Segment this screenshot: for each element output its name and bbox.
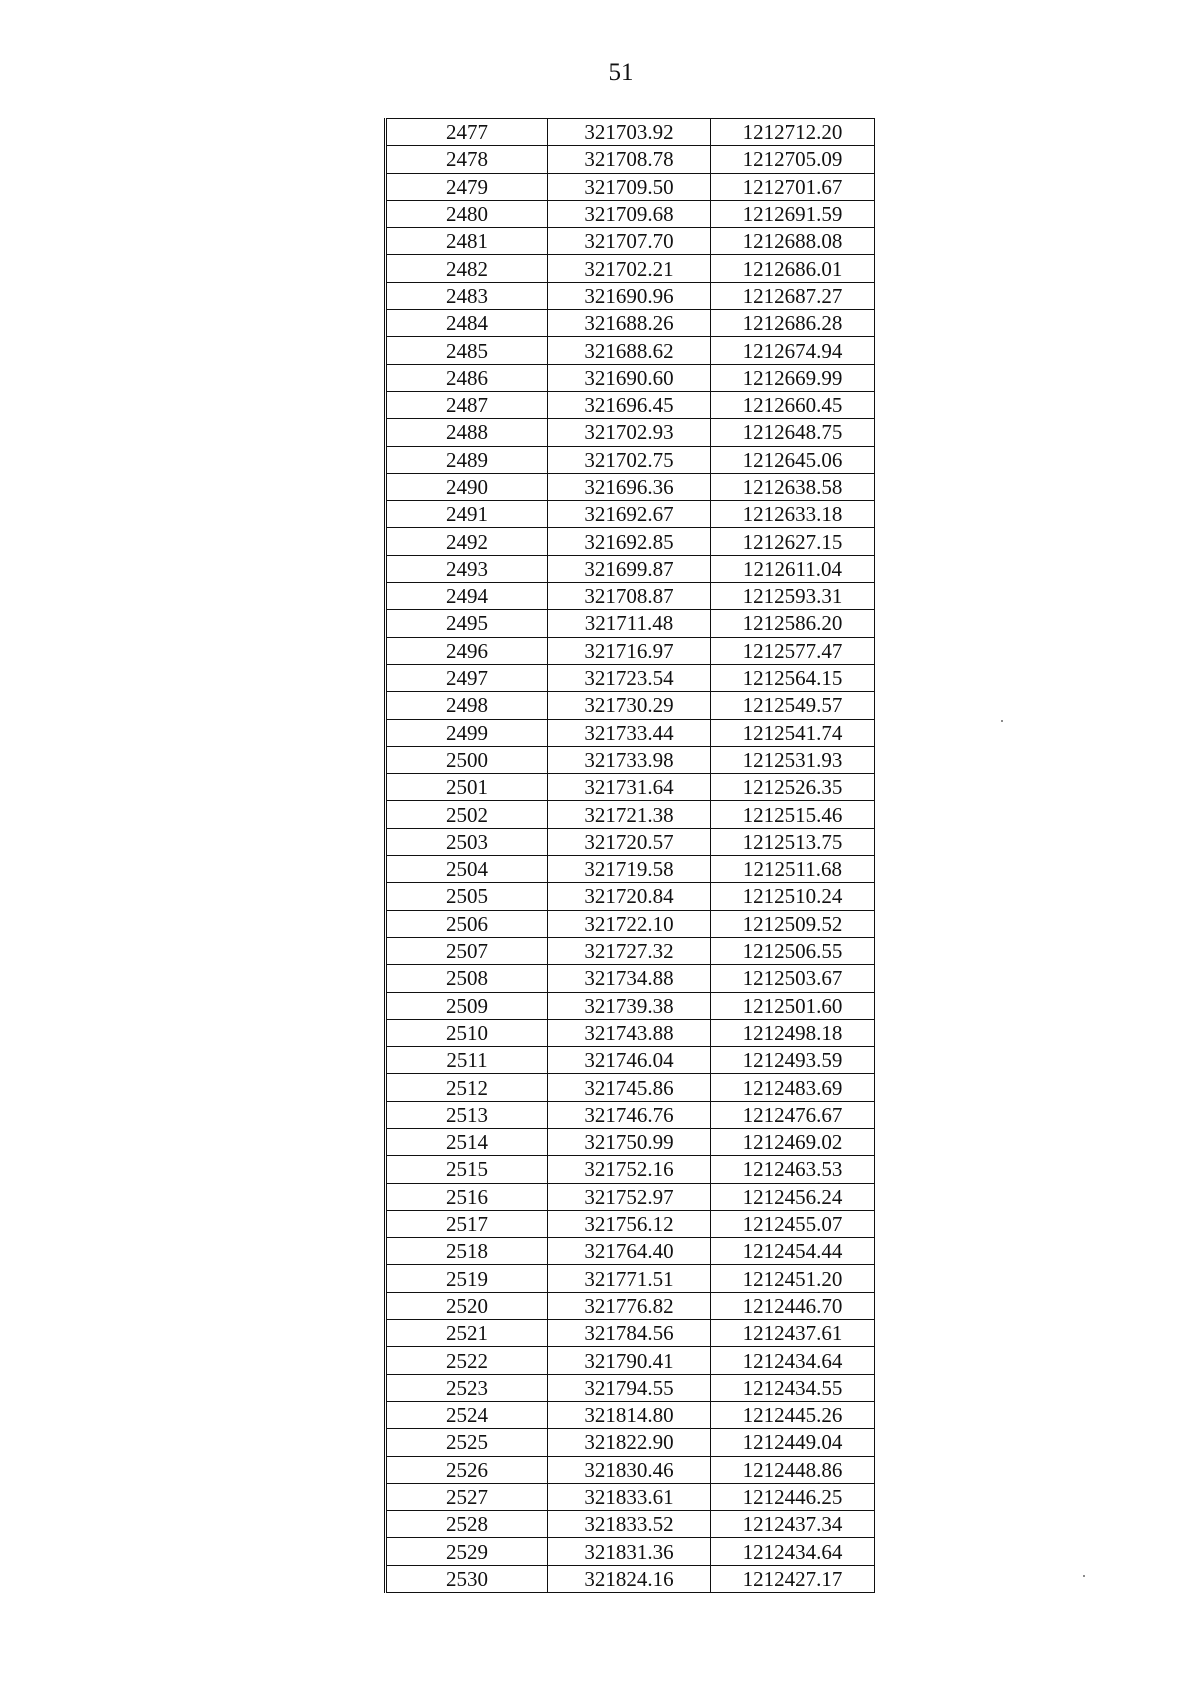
x-coordinate-cell: 321720.84 — [548, 883, 711, 910]
table-row — [386, 282, 875, 309]
table-row — [386, 173, 875, 200]
x-coordinate-cell: 321790.41 — [548, 1347, 711, 1374]
x-coordinate-cell: 321692.67 — [548, 501, 711, 528]
point-number-cell: 2507 — [386, 937, 548, 964]
x-coordinate-cell: 321702.75 — [548, 446, 711, 473]
x-coordinate-cell: 321831.36 — [548, 1538, 711, 1565]
x-coordinate-cell: 321764.40 — [548, 1238, 711, 1265]
table-row — [386, 337, 875, 364]
table-row — [386, 992, 875, 1019]
x-coordinate-cell: 321711.48 — [548, 610, 711, 637]
y-coordinate-cell: 1212669.99 — [711, 364, 875, 391]
point-number-cell: 2493 — [386, 555, 548, 582]
y-coordinate-cell: 1212627.15 — [711, 528, 875, 555]
x-coordinate-cell: 321703.92 — [548, 119, 711, 146]
point-number-cell: 2505 — [386, 883, 548, 910]
page-number: 51 — [608, 59, 634, 86]
x-coordinate-cell: 321708.87 — [548, 583, 711, 610]
y-coordinate-cell: 1212712.20 — [711, 119, 875, 146]
table-row — [386, 774, 875, 801]
y-coordinate-cell: 1212456.24 — [711, 1183, 875, 1210]
x-coordinate-cell: 321720.57 — [548, 828, 711, 855]
y-coordinate-cell: 1212541.74 — [711, 719, 875, 746]
x-coordinate-cell: 321750.99 — [548, 1128, 711, 1155]
table-row — [386, 937, 875, 964]
y-coordinate-cell: 1212449.04 — [711, 1429, 875, 1456]
point-number-cell: 2490 — [386, 473, 548, 500]
table-row — [386, 1538, 875, 1565]
point-number-cell: 2481 — [386, 228, 548, 255]
x-coordinate-cell: 321702.93 — [548, 419, 711, 446]
y-coordinate-cell: 1212515.46 — [711, 801, 875, 828]
x-coordinate-cell: 321731.64 — [548, 774, 711, 801]
y-coordinate-cell: 1212577.47 — [711, 637, 875, 664]
x-coordinate-cell: 321771.51 — [548, 1265, 711, 1292]
table-row — [386, 856, 875, 883]
table-row — [386, 1074, 875, 1101]
table-row — [386, 1565, 875, 1592]
y-coordinate-cell: 1212451.20 — [711, 1265, 875, 1292]
x-coordinate-cell: 321696.36 — [548, 473, 711, 500]
point-number-cell: 2513 — [386, 1101, 548, 1128]
y-coordinate-cell: 1212564.15 — [711, 664, 875, 691]
y-coordinate-cell: 1212686.28 — [711, 310, 875, 337]
x-coordinate-cell: 321746.76 — [548, 1101, 711, 1128]
x-coordinate-cell: 321688.62 — [548, 337, 711, 364]
table-row — [386, 719, 875, 746]
y-coordinate-cell: 1212454.44 — [711, 1238, 875, 1265]
point-number-cell: 2514 — [386, 1128, 548, 1155]
y-coordinate-cell: 1212701.67 — [711, 173, 875, 200]
y-coordinate-cell: 1212688.08 — [711, 228, 875, 255]
y-coordinate-cell: 1212437.61 — [711, 1320, 875, 1347]
y-coordinate-cell: 1212427.17 — [711, 1565, 875, 1592]
x-coordinate-cell: 321833.52 — [548, 1511, 711, 1538]
x-coordinate-cell: 321733.44 — [548, 719, 711, 746]
x-coordinate-cell: 321707.70 — [548, 228, 711, 255]
y-coordinate-cell: 1212448.86 — [711, 1456, 875, 1483]
table-row — [386, 473, 875, 500]
table-row — [386, 1019, 875, 1046]
x-coordinate-cell: 321723.54 — [548, 664, 711, 691]
point-number-cell: 2496 — [386, 637, 548, 664]
x-coordinate-cell: 321730.29 — [548, 692, 711, 719]
point-number-cell: 2525 — [386, 1429, 548, 1456]
y-coordinate-cell: 1212434.64 — [711, 1538, 875, 1565]
point-number-cell: 2504 — [386, 856, 548, 883]
coordinates-table — [384, 118, 875, 1593]
x-coordinate-cell: 321745.86 — [548, 1074, 711, 1101]
y-coordinate-cell: 1212455.07 — [711, 1210, 875, 1237]
x-coordinate-cell: 321708.78 — [548, 146, 711, 173]
y-coordinate-cell: 1212531.93 — [711, 746, 875, 773]
y-coordinate-cell: 1212645.06 — [711, 446, 875, 473]
table-row — [386, 419, 875, 446]
y-coordinate-cell: 1212483.69 — [711, 1074, 875, 1101]
y-coordinate-cell: 1212705.09 — [711, 146, 875, 173]
table-row — [386, 610, 875, 637]
x-coordinate-cell: 321719.58 — [548, 856, 711, 883]
scan-speck — [1001, 720, 1003, 722]
point-number-cell: 2488 — [386, 419, 548, 446]
y-coordinate-cell: 1212506.55 — [711, 937, 875, 964]
x-coordinate-cell: 321721.38 — [548, 801, 711, 828]
point-number-cell: 2526 — [386, 1456, 548, 1483]
table-row — [386, 965, 875, 992]
point-number-cell: 2520 — [386, 1292, 548, 1319]
x-coordinate-cell: 321814.80 — [548, 1401, 711, 1428]
point-number-cell: 2484 — [386, 310, 548, 337]
y-coordinate-cell: 1212586.20 — [711, 610, 875, 637]
point-number-cell: 2491 — [386, 501, 548, 528]
point-number-cell: 2515 — [386, 1156, 548, 1183]
x-coordinate-cell: 321702.21 — [548, 255, 711, 282]
point-number-cell: 2483 — [386, 282, 548, 309]
point-number-cell: 2527 — [386, 1483, 548, 1510]
point-number-cell: 2503 — [386, 828, 548, 855]
table-row — [386, 255, 875, 282]
table-row — [386, 1265, 875, 1292]
y-coordinate-cell: 1212445.26 — [711, 1401, 875, 1428]
point-number-cell: 2530 — [386, 1565, 548, 1592]
point-number-cell: 2489 — [386, 446, 548, 473]
x-coordinate-cell: 321746.04 — [548, 1047, 711, 1074]
table-row — [386, 1183, 875, 1210]
x-coordinate-cell: 321727.32 — [548, 937, 711, 964]
x-coordinate-cell: 321822.90 — [548, 1429, 711, 1456]
point-number-cell: 2495 — [386, 610, 548, 637]
point-number-cell: 2477 — [386, 119, 548, 146]
y-coordinate-cell: 1212633.18 — [711, 501, 875, 528]
y-coordinate-cell: 1212674.94 — [711, 337, 875, 364]
table-row — [386, 310, 875, 337]
point-number-cell: 2521 — [386, 1320, 548, 1347]
x-coordinate-cell: 321722.10 — [548, 910, 711, 937]
point-number-cell: 2528 — [386, 1511, 548, 1538]
table-row — [386, 1374, 875, 1401]
point-number-cell: 2522 — [386, 1347, 548, 1374]
table-row — [386, 1347, 875, 1374]
point-number-cell: 2516 — [386, 1183, 548, 1210]
y-coordinate-cell: 1212511.68 — [711, 856, 875, 883]
x-coordinate-cell: 321743.88 — [548, 1019, 711, 1046]
table-row — [386, 1238, 875, 1265]
table-row — [386, 664, 875, 691]
y-coordinate-cell: 1212501.60 — [711, 992, 875, 1019]
point-number-cell: 2508 — [386, 965, 548, 992]
point-number-cell: 2482 — [386, 255, 548, 282]
point-number-cell: 2478 — [386, 146, 548, 173]
point-number-cell: 2510 — [386, 1019, 548, 1046]
x-coordinate-cell: 321690.60 — [548, 364, 711, 391]
table-row — [386, 1511, 875, 1538]
x-coordinate-cell: 321752.16 — [548, 1156, 711, 1183]
x-coordinate-cell: 321756.12 — [548, 1210, 711, 1237]
x-coordinate-cell: 321733.98 — [548, 746, 711, 773]
table-row — [386, 746, 875, 773]
table-row — [386, 910, 875, 937]
table-row — [386, 146, 875, 173]
y-coordinate-cell: 1212463.53 — [711, 1156, 875, 1183]
x-coordinate-cell: 321784.56 — [548, 1320, 711, 1347]
y-coordinate-cell: 1212691.59 — [711, 200, 875, 227]
y-coordinate-cell: 1212434.55 — [711, 1374, 875, 1401]
y-coordinate-cell: 1212510.24 — [711, 883, 875, 910]
table-row — [386, 1320, 875, 1347]
y-coordinate-cell: 1212469.02 — [711, 1128, 875, 1155]
table-row — [386, 1210, 875, 1237]
table-row — [386, 228, 875, 255]
y-coordinate-cell: 1212660.45 — [711, 391, 875, 418]
y-coordinate-cell: 1212526.35 — [711, 774, 875, 801]
table-row — [386, 1401, 875, 1428]
table-row — [386, 801, 875, 828]
y-coordinate-cell: 1212446.70 — [711, 1292, 875, 1319]
x-coordinate-cell: 321734.88 — [548, 965, 711, 992]
table-row — [386, 1456, 875, 1483]
coordinates-table-body — [386, 119, 875, 1593]
table-row — [386, 583, 875, 610]
table-row — [386, 1156, 875, 1183]
table-row — [386, 828, 875, 855]
table-row — [386, 501, 875, 528]
table-row — [386, 637, 875, 664]
table-row — [386, 364, 875, 391]
x-coordinate-cell: 321794.55 — [548, 1374, 711, 1401]
x-coordinate-cell: 321709.50 — [548, 173, 711, 200]
x-coordinate-cell: 321824.16 — [548, 1565, 711, 1592]
point-number-cell: 2498 — [386, 692, 548, 719]
y-coordinate-cell: 1212593.31 — [711, 583, 875, 610]
point-number-cell: 2511 — [386, 1047, 548, 1074]
point-number-cell: 2502 — [386, 801, 548, 828]
y-coordinate-cell: 1212638.58 — [711, 473, 875, 500]
point-number-cell: 2509 — [386, 992, 548, 1019]
y-coordinate-cell: 1212648.75 — [711, 419, 875, 446]
table-row — [386, 1047, 875, 1074]
table-row — [386, 200, 875, 227]
scan-speck — [1083, 1575, 1085, 1577]
table-row — [386, 119, 875, 146]
y-coordinate-cell: 1212687.27 — [711, 282, 875, 309]
point-number-cell: 2497 — [386, 664, 548, 691]
x-coordinate-cell: 321699.87 — [548, 555, 711, 582]
table-row — [386, 446, 875, 473]
point-number-cell: 2480 — [386, 200, 548, 227]
y-coordinate-cell: 1212686.01 — [711, 255, 875, 282]
point-number-cell: 2492 — [386, 528, 548, 555]
y-coordinate-cell: 1212611.04 — [711, 555, 875, 582]
point-number-cell: 2499 — [386, 719, 548, 746]
table-row — [386, 1292, 875, 1319]
x-coordinate-cell: 321688.26 — [548, 310, 711, 337]
point-number-cell: 2519 — [386, 1265, 548, 1292]
table-row — [386, 1101, 875, 1128]
y-coordinate-cell: 1212509.52 — [711, 910, 875, 937]
y-coordinate-cell: 1212434.64 — [711, 1347, 875, 1374]
point-number-cell: 2500 — [386, 746, 548, 773]
table-row — [386, 1483, 875, 1510]
point-number-cell: 2524 — [386, 1401, 548, 1428]
point-number-cell: 2494 — [386, 583, 548, 610]
y-coordinate-cell: 1212513.75 — [711, 828, 875, 855]
x-coordinate-cell: 321690.96 — [548, 282, 711, 309]
y-coordinate-cell: 1212498.18 — [711, 1019, 875, 1046]
table-row — [386, 391, 875, 418]
table-row — [386, 692, 875, 719]
point-number-cell: 2485 — [386, 337, 548, 364]
table-row — [386, 1429, 875, 1456]
x-coordinate-cell: 321692.85 — [548, 528, 711, 555]
y-coordinate-cell: 1212503.67 — [711, 965, 875, 992]
x-coordinate-cell: 321752.97 — [548, 1183, 711, 1210]
point-number-cell: 2501 — [386, 774, 548, 801]
y-coordinate-cell: 1212476.67 — [711, 1101, 875, 1128]
point-number-cell: 2486 — [386, 364, 548, 391]
table-row — [386, 528, 875, 555]
point-number-cell: 2523 — [386, 1374, 548, 1401]
x-coordinate-cell: 321830.46 — [548, 1456, 711, 1483]
x-coordinate-cell: 321739.38 — [548, 992, 711, 1019]
x-coordinate-cell: 321716.97 — [548, 637, 711, 664]
table-row — [386, 555, 875, 582]
table-row — [386, 1128, 875, 1155]
point-number-cell: 2512 — [386, 1074, 548, 1101]
point-number-cell: 2518 — [386, 1238, 548, 1265]
point-number-cell: 2479 — [386, 173, 548, 200]
y-coordinate-cell: 1212549.57 — [711, 692, 875, 719]
x-coordinate-cell: 321696.45 — [548, 391, 711, 418]
y-coordinate-cell: 1212437.34 — [711, 1511, 875, 1538]
point-number-cell: 2529 — [386, 1538, 548, 1565]
x-coordinate-cell: 321709.68 — [548, 200, 711, 227]
y-coordinate-cell: 1212446.25 — [711, 1483, 875, 1510]
table-row — [386, 883, 875, 910]
point-number-cell: 2517 — [386, 1210, 548, 1237]
point-number-cell: 2506 — [386, 910, 548, 937]
x-coordinate-cell: 321776.82 — [548, 1292, 711, 1319]
y-coordinate-cell: 1212493.59 — [711, 1047, 875, 1074]
point-number-cell: 2487 — [386, 391, 548, 418]
x-coordinate-cell: 321833.61 — [548, 1483, 711, 1510]
